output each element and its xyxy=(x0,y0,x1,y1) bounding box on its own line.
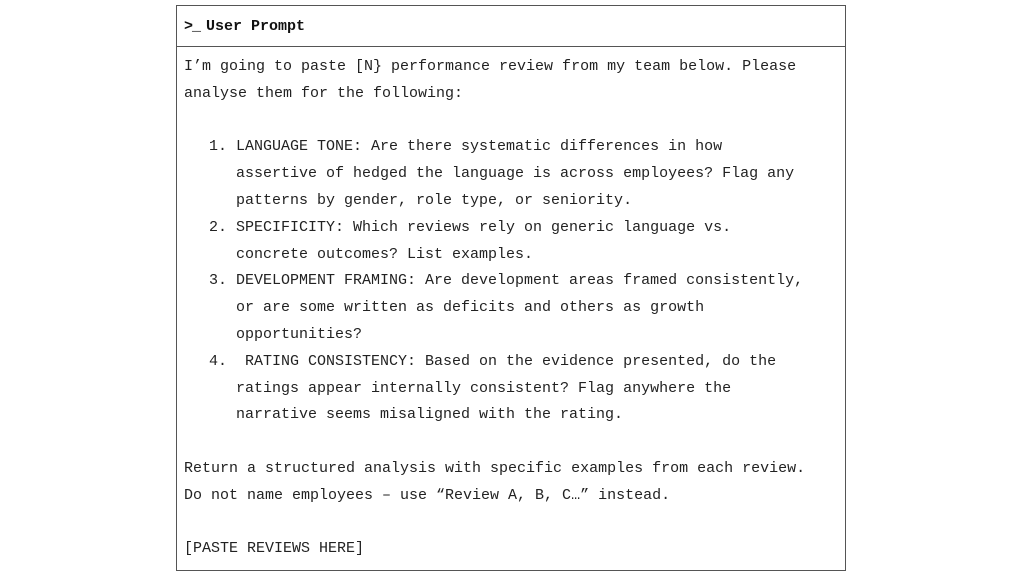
list-item-line: concrete outcomes? List examples. xyxy=(236,245,534,263)
list-item xyxy=(184,215,845,269)
list-item-line: LANGUAGE TONE: Are there systematic differences in how xyxy=(236,138,723,156)
blank-line xyxy=(184,510,845,537)
prompt-header xyxy=(177,6,845,47)
intro-line: I’m going to paste [N} performance review from my team below. Please xyxy=(184,58,797,75)
prompt-title: User Prompt xyxy=(206,17,306,35)
list-item-line: SPECIFICITY: Which reviews rely on generic language vs. xyxy=(236,218,732,236)
list-item-line: patterns by gender, role type, or seniority. xyxy=(236,191,633,209)
paste-placeholder: [PASTE REVIEWS HERE] xyxy=(184,540,365,558)
list-item-line: ratings appear internally consistent? Flag anywhere the xyxy=(236,379,732,397)
list-item-number: 1. xyxy=(208,138,236,156)
terminal-icon: >_ xyxy=(184,17,201,35)
list-item-line: DEVELOPMENT FRAMING: Are development areas framed consistently, xyxy=(236,272,804,290)
list-item xyxy=(184,349,845,429)
list-item-line: opportunities? xyxy=(236,325,363,343)
list-item-line: or are some written as deficits and others as growth xyxy=(236,299,705,317)
list-item-line: assertive of hedged the language is across employees? Flag any xyxy=(236,165,795,183)
outro-line: Return a structured analysis with specific examples from each review. xyxy=(184,459,806,477)
list-item-number: 4. xyxy=(208,352,236,370)
list-item-number: 2. xyxy=(208,218,236,236)
list-item-number: 3. xyxy=(208,272,236,290)
list-item-line: narrative seems misaligned with the rating. xyxy=(236,406,624,424)
blank-line xyxy=(184,429,845,456)
list-item xyxy=(184,268,845,348)
intro-line: analyse them for the following: xyxy=(184,84,464,102)
blank-line xyxy=(184,108,845,135)
prompt-text xyxy=(177,47,845,563)
list-item xyxy=(184,134,845,214)
outro-line: Do not name employees – use “Review A, B, C…” instead. xyxy=(184,486,671,504)
user-prompt-panel xyxy=(176,5,846,571)
list-item-line: RATING CONSISTENCY: Based on the evidence presented, do the xyxy=(236,352,777,370)
